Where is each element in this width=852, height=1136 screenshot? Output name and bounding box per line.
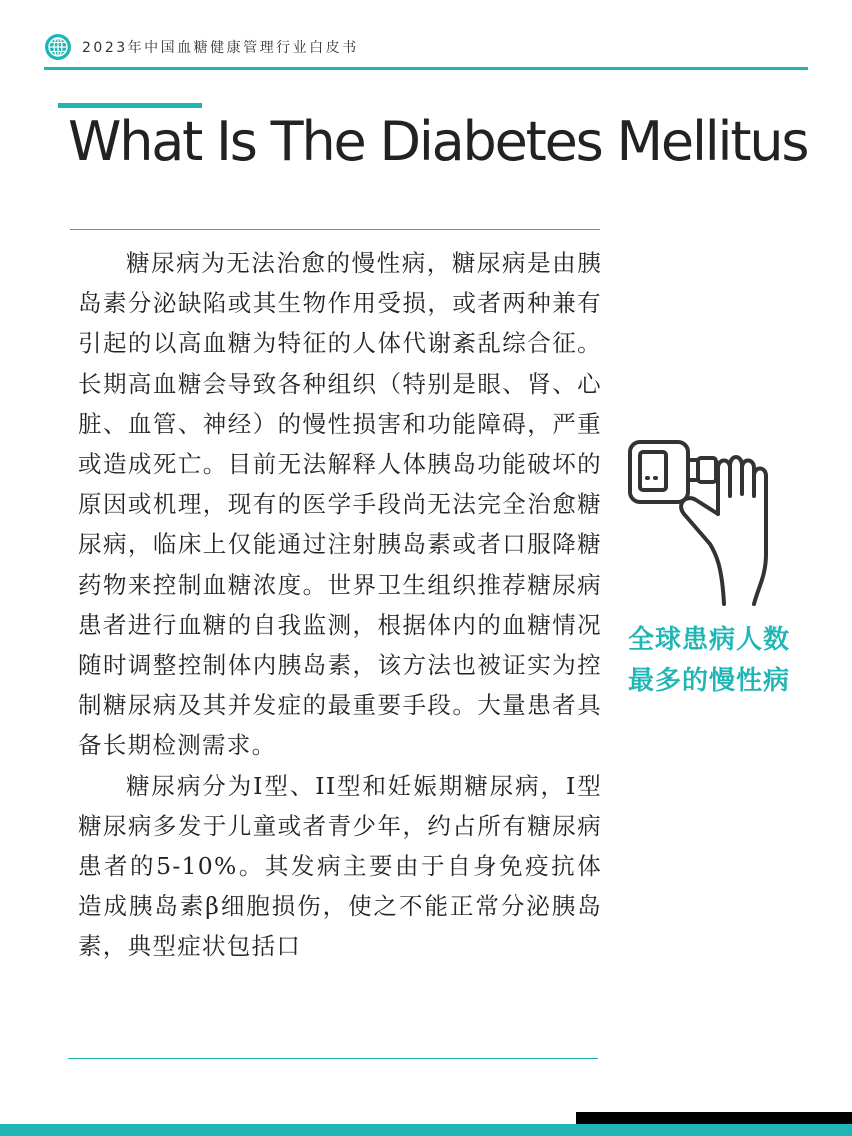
paragraph: 糖尿病为无法治愈的慢性病，糖尿病是由胰岛素分泌缺陷或其生物作用受损，或者两种兼有引起的以高血糖为特征的人体代谢紊乱综合征。长期高血糖会导致各种组织（特别是眼、肾、心脏、血管、神经）的慢性损害和功能障碍，严重或造成死亡。目前无法解释人体胰岛功能破坏的原因或机理，现有的医学手段尚无法完全治愈糖尿病，临床上仅能通过注射胰岛素或者口服降糖药物来控制血糖浓度。世界卫生组织推荐糖尿病患者进行血糖的自我监测，根据体内的血糖情况随时调整控制体内胰岛素，该方法也被证实为控制糖尿病及其并发症的最重要手段。大量患者具备长期检测需求。: [78, 249, 602, 760]
page-heading: What Is The Diabetes Mellitus: [68, 110, 808, 173]
caption-line: 全球患病人数: [628, 625, 791, 655]
paragraph: 糖尿病分为I型、II型和妊娠期糖尿病，I型糖尿病多发于儿童或者青少年，约占所有糖尿病患者的5-10%。其发病主要由于自身免疫抗体造成胰岛素β细胞损伤，使之不能正常分泌胰岛素，典型症状包括口: [78, 771, 602, 961]
header-divider: [44, 67, 808, 70]
body-text: [78, 243, 602, 967]
heading-accent-bar: [58, 103, 202, 108]
glucometer-hand-icon: [626, 436, 776, 611]
caption-line: 最多的慢性病: [628, 666, 791, 696]
footer-black-block: [576, 1112, 852, 1124]
content-top-divider: [70, 229, 600, 230]
sidebar-caption: [628, 620, 848, 702]
content-bottom-divider: [68, 1058, 598, 1059]
globe-logo-icon: [44, 33, 72, 61]
footer-accent-bar: [0, 1124, 852, 1136]
report-title: 2023年中国血糖健康管理行业白皮书: [82, 40, 359, 56]
